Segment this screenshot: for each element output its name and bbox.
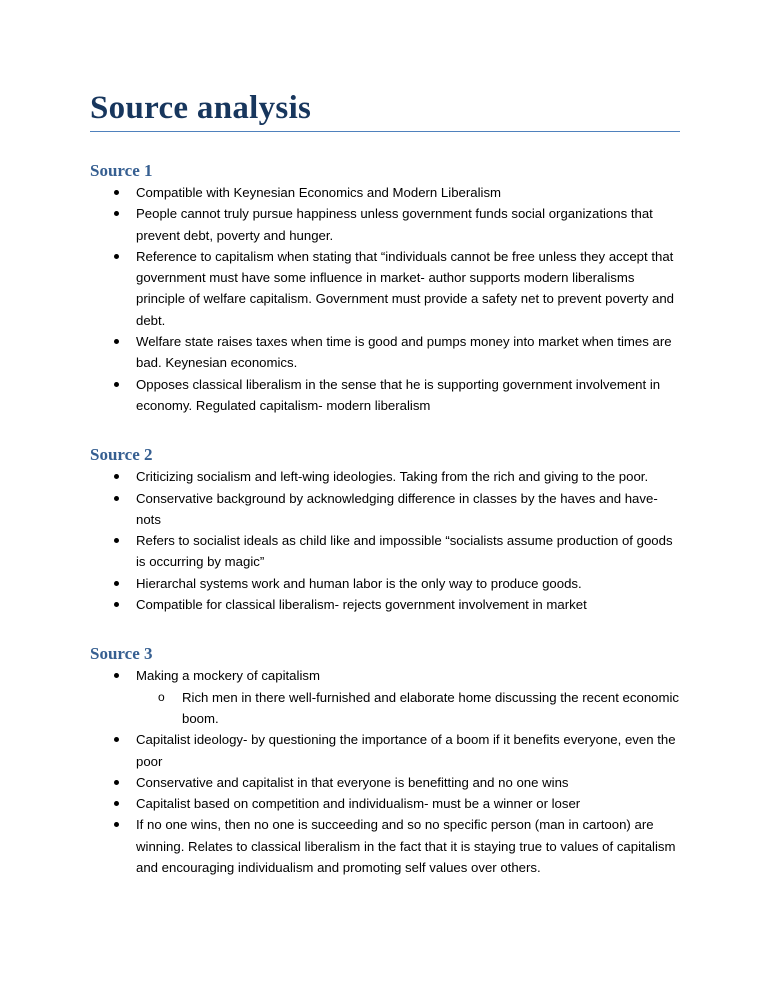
list-item	[90, 182, 680, 203]
bullet-icon	[114, 581, 119, 586]
bullet-icon	[114, 801, 119, 806]
sub-list-item-text: Rich men in there well-furnished and elaborate home discussing the recent economic boom.	[182, 689, 679, 726]
list-item	[90, 246, 680, 331]
list-item	[90, 814, 680, 878]
list-item	[90, 772, 680, 793]
list-item-text: Compatible for classical liberalism- rejects government involvement in market	[136, 597, 587, 613]
title-divider	[90, 131, 680, 132]
bullet-icon	[114, 822, 119, 827]
bullet-icon	[114, 538, 119, 543]
bullet-icon	[114, 737, 119, 742]
section-heading: Source 2	[90, 445, 153, 465]
list-item	[90, 793, 680, 814]
section-source-2	[90, 444, 680, 615]
bullet-icon	[114, 496, 119, 501]
bullet-icon	[114, 474, 119, 479]
circle-bullet-icon: o	[158, 689, 165, 704]
page-title: Source analysis	[90, 90, 312, 126]
list-item-text: Conservative and capitalist in that everyone is benefitting and no one wins	[136, 774, 569, 790]
list-item-text: If no one wins, then no one is succeeding and so no specific person (man in cartoon) are winning. Relates to classical liberalism in the fact that it is staying true to values of capitalism and encouraging individualism and promoting self values over others.	[136, 817, 676, 876]
list-item-text: Reference to capitalism when stating that “individuals cannot be free unless they accept that government must have some influence in market- author supports modern liberalisms principle of welfare capitalism. Government must provide a safety net to prevent poverty and debt.	[136, 248, 675, 328]
document-page	[90, 88, 680, 878]
list-item	[90, 729, 680, 772]
list-item	[90, 488, 680, 531]
list-item-text: Compatible with Keynesian Economics and Modern Liberalism	[136, 185, 502, 200]
list-item-text: Opposes classical liberalism in the sense that he is supporting government involvement in economy. Regulated capitalism- modern liberalism	[136, 376, 661, 413]
list-item-text: People cannot truly pursue happiness unless government funds social organizations that prevent debt, poverty and hunger.	[136, 206, 653, 243]
list-item-text: Conservative background by acknowledging difference in classes by the haves and have-nots	[136, 490, 658, 527]
bullet-icon	[114, 190, 119, 195]
list-item-text: Refers to socialist ideals as child like and impossible “socialists assume production of goods is occurring by magic”	[136, 533, 673, 570]
sub-bullet-list	[136, 687, 680, 730]
bullet-icon	[114, 602, 119, 607]
section-heading: Source 3	[90, 644, 153, 664]
bullet-icon	[114, 673, 119, 678]
bullet-icon	[114, 339, 119, 344]
list-item-text: Capitalist based on competition and individualism- must be a winner or loser	[136, 796, 581, 812]
list-item	[90, 530, 680, 573]
list-item-text: Capitalist ideology- by questioning the importance of a boom if it benefits everyone, even the poor	[136, 732, 676, 769]
list-item-text: Hierarchal systems work and human labor is the only way to produce goods.	[136, 575, 582, 591]
list-item	[90, 573, 680, 594]
bullet-icon	[114, 780, 119, 785]
section-source-1	[90, 160, 680, 416]
section-source-3	[90, 643, 680, 878]
list-item	[90, 331, 680, 374]
list-item	[90, 374, 680, 417]
bullet-list	[90, 665, 680, 878]
list-item	[90, 665, 680, 729]
list-item	[90, 466, 680, 487]
bullet-list	[90, 182, 680, 416]
list-item	[90, 203, 680, 246]
list-item-text: Criticizing socialism and left-wing ideologies. Taking from the rich and giving to the poor.	[136, 469, 649, 485]
sub-list-item	[90, 687, 680, 730]
section-heading: Source 1	[90, 161, 153, 180]
bullet-list	[90, 466, 680, 615]
list-item-text: Making a mockery of capitalism	[136, 668, 320, 684]
bullet-icon	[114, 382, 119, 387]
bullet-icon	[114, 211, 119, 216]
list-item-text: Welfare state raises taxes when time is good and pumps money into market when times are bad. Keynesian economics.	[136, 334, 672, 371]
bullet-icon	[114, 254, 119, 259]
list-item	[90, 594, 680, 615]
